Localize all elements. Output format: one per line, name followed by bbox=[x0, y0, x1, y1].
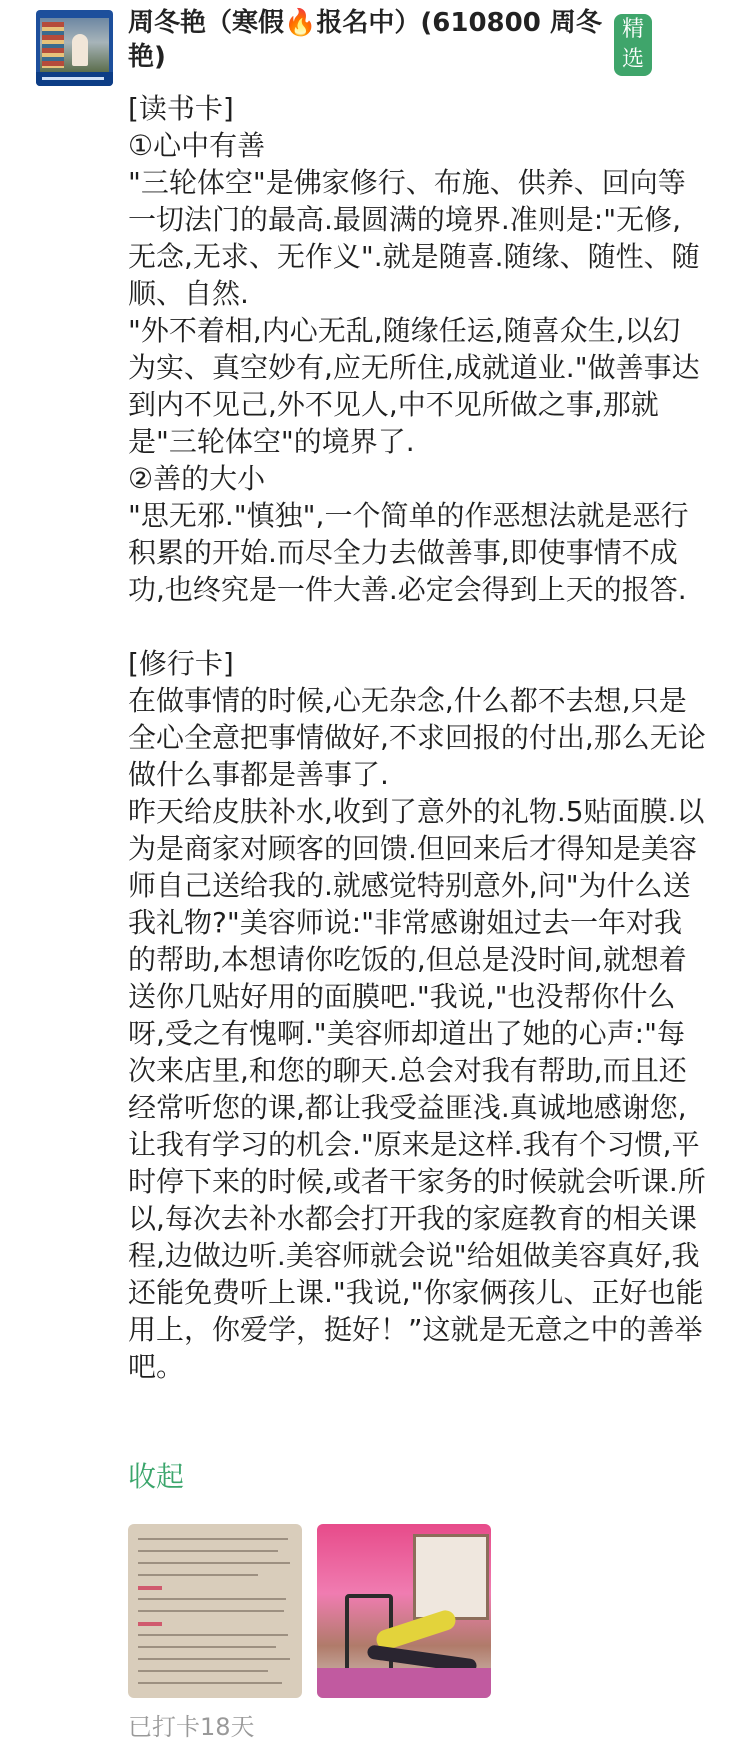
checkin-days-label: 已打卡18天 bbox=[128, 1713, 255, 1741]
featured-badge: 精选 bbox=[614, 14, 652, 76]
paragraph: 昨天给皮肤补水,收到了意外的礼物.5贴面膜.以为是商家对顾客的回馈.但回来后才得知是美容师自己送给我的.就感觉特别意外,问"为什么送我礼物?"美容师说:"非常感谢姐过去一年对我的帮助,本想请你吃饭的,但总是没时间,就想着送你几贴好用的面膜吧."我说,"也没帮你什么呀,受之有愧啊."美容师却道出了她的心声:"每次来店里,和您的聊天.总会对我有帮助,而且还经常听您的课,都让我受益匪浅.真诚地感谢您,让我有学习的机会."原来是这样.我有个习惯,平时停下来的时候,或者干家务的时候就会听课.所以,每次去补水都会打开我的家庭教育的相关课程,边做边听.美容师就会说"给姐做美容真好,我还能免费听上课."我说,"你家俩孩儿、正好也能用上，你爱学，挺好！”这就是无意之中的善举吧。 bbox=[128, 795, 706, 1383]
paragraph: "三轮体空"是佛家修行、布施、供养、回向等一切法门的最高.最圆满的境界.准则是:"无修,无念,无求、无作义".就是随喜.随缘、随性、随顺、自然. bbox=[128, 166, 700, 310]
subheading-size-of-kindness: ②善的大小 bbox=[128, 462, 266, 495]
paragraph-spacer bbox=[128, 608, 708, 645]
image-thumbnail-yoga-pose[interactable] bbox=[317, 1524, 491, 1698]
author-avatar[interactable] bbox=[36, 10, 113, 86]
subheading-kindness-in-heart: ①心中有善 bbox=[128, 129, 266, 162]
avatar-bookshelf bbox=[42, 22, 64, 68]
author-name[interactable]: 周冬艳（寒假🔥报名中）(610800 周冬艳) bbox=[128, 8, 602, 72]
section-heading-practice-card: [修行卡] bbox=[128, 647, 234, 680]
paragraph: 在做事情的时候,心无杂念,什么都不去想,只是全心全意把事情做好,不求回报的付出,那么无论做什么事都是善事了. bbox=[128, 684, 706, 791]
section-heading-reading-card: [读书卡] bbox=[128, 92, 234, 125]
photo-window bbox=[413, 1534, 489, 1620]
avatar-person bbox=[72, 34, 88, 66]
image-thumbnail-handwritten-notes[interactable] bbox=[128, 1524, 302, 1698]
collapse-link[interactable]: 收起 bbox=[128, 1460, 185, 1493]
paragraph: "外不着相,内心无乱,随缘任运,随喜众生,以幻为实、真空妙有,应无所住,成就道业."做善事达到内不见己,外不见人,中不见所做之事,那就是"三轮体空"的境界了. bbox=[128, 314, 700, 458]
paragraph: "思无邪."慎独",一个简单的作恶想法就是恶行积累的开始.而尽全力去做善事,即使事情不成功,也终究是一件大善.必定会得到上天的报答. bbox=[128, 499, 689, 606]
post-content bbox=[128, 90, 708, 1385]
avatar-banner bbox=[36, 72, 113, 86]
photo-yoga-mat bbox=[317, 1668, 491, 1698]
